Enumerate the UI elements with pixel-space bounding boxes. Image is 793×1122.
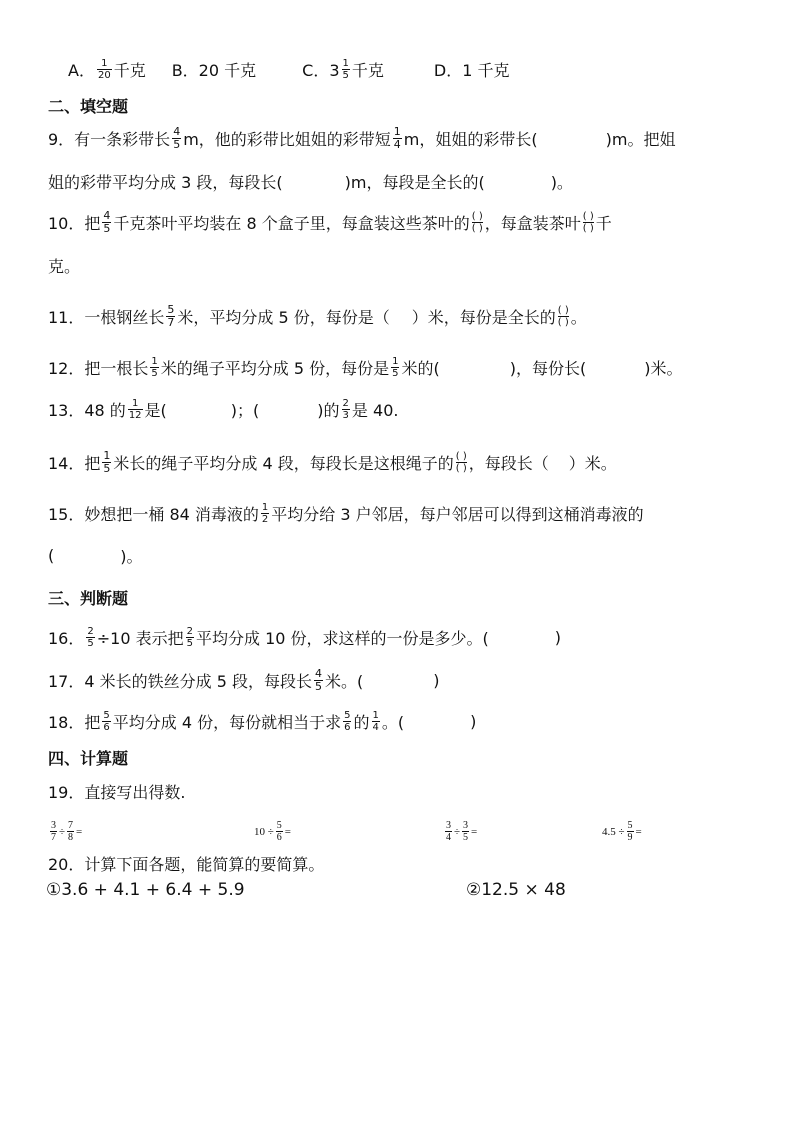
frac-den: 5	[151, 368, 158, 379]
q10-text-1: 10．把	[48, 214, 101, 233]
section-heading-fill: 二、填空题	[48, 97, 129, 116]
frac-den: 5	[87, 638, 94, 649]
frac-num: 3	[446, 820, 451, 831]
frac-den: 9	[627, 832, 633, 843]
q9-fraction-1	[172, 126, 181, 151]
frac-num: 1	[101, 58, 108, 69]
q17-text-2: 米。(	[324, 672, 364, 691]
frac-num: 4	[314, 667, 322, 680]
question-12	[48, 356, 763, 379]
frac-den: 20	[97, 70, 111, 81]
question-9-line1	[48, 126, 763, 151]
q11-blank-fraction[interactable]	[558, 305, 569, 328]
frac-den: 12	[128, 410, 142, 421]
q16-text-2: 平均分成 10 份，求这样的一份是多少。(	[195, 629, 489, 648]
q9-text-3: m，姐姐的彩带长(	[403, 130, 538, 149]
frac-den: 7	[167, 316, 175, 329]
option-c-prefix: C．3	[302, 61, 340, 80]
q14-text-2: 米长的绳子平均分成 4 段，每段长是这根绳子的	[113, 454, 454, 473]
section-heading-judge: 三、判断题	[48, 589, 129, 608]
q16-text-1: ÷10 表示把	[96, 629, 184, 648]
frac-num: 5	[627, 820, 633, 831]
blank-den: ( )	[582, 223, 594, 234]
q15-text-2: 平均分给 3 户邻居，每户邻居可以得到这桶消毒液的	[271, 505, 644, 524]
q14-text-4: ）米。	[568, 454, 617, 473]
question-10-line1	[48, 210, 763, 235]
option-d: D．1 千克	[433, 61, 510, 80]
frac-num: 1	[151, 356, 158, 367]
frac-num: 2	[342, 398, 349, 409]
frac-num: 4	[173, 125, 181, 138]
q19-expression-1	[48, 820, 82, 843]
frac-den: 5	[314, 680, 322, 693]
q10-fraction	[102, 210, 111, 235]
q13-fraction-1	[128, 398, 143, 421]
blank-num: ( )	[471, 211, 483, 222]
q17-text-1: 17．4 米长的铁丝分成 5 段，每段长	[48, 672, 312, 691]
q9-text-5: 姐的彩带平均分成 3 段，每段长(	[48, 173, 283, 192]
frac-num: 5	[167, 303, 175, 316]
frac-num: 1	[392, 356, 399, 367]
expr-operator: ÷	[454, 825, 461, 838]
q18-text-2: 平均分成 4 份，每份就相当于求	[112, 713, 342, 732]
q12-text-4: )，每份长(	[509, 359, 587, 378]
q12-text-1: 12．把一根长	[48, 359, 149, 378]
blank-num: ( )	[582, 211, 594, 222]
question-11	[48, 304, 763, 329]
q18-text-5: )	[470, 712, 477, 731]
question-15-line2	[48, 544, 763, 567]
q13-text-5: 是 40.	[351, 401, 399, 420]
q13-text-1: 13．48 的	[48, 401, 126, 420]
q17-text-3: )	[433, 671, 440, 690]
q12-text-2: 米的绳子平均分成 5 份，每份是	[160, 359, 390, 378]
frac-num: 3	[51, 820, 56, 831]
option-c	[302, 58, 384, 81]
q12-text-5: )米。	[644, 359, 683, 378]
frac-den: 5	[103, 222, 111, 235]
q17-fraction	[314, 668, 323, 693]
q9-text-1: 9．有一条彩带长	[48, 130, 171, 149]
frac-num: 7	[68, 820, 74, 831]
question-19-title: 19．直接写出得数.	[48, 783, 186, 802]
q18-fraction-1	[102, 710, 110, 733]
question-14	[48, 450, 763, 475]
expr-fraction-b	[627, 820, 634, 843]
q11-text-4: 。	[570, 308, 587, 327]
expr-equals: =	[471, 825, 478, 838]
option-c-unit: 千克	[351, 61, 384, 80]
frac-den: 7	[51, 832, 56, 843]
option-c-fraction	[342, 58, 350, 81]
frac-den: 6	[344, 722, 351, 733]
q19-expression-4	[602, 820, 642, 843]
section-heading-calc: 四、计算题	[48, 749, 129, 768]
frac-den: 5	[392, 368, 399, 379]
question-20-expression-b: ②12.5 × 48	[466, 880, 566, 900]
q9-text-7: )。	[550, 173, 573, 192]
q9-fraction-2	[393, 126, 402, 151]
q15-fraction	[261, 502, 269, 525]
frac-num: 1	[131, 398, 139, 409]
question-15-line1	[48, 502, 763, 525]
frac-num: 1	[103, 449, 111, 462]
expr-equals: =	[284, 825, 292, 838]
q10-text-2: 千克茶叶平均装在 8 个盒子里，每盒装这些茶叶的	[113, 214, 470, 233]
expr-fraction-b	[67, 820, 74, 843]
q16-text-3: )	[554, 628, 562, 647]
q11-text-1: 11．一根钢丝长	[48, 308, 165, 327]
q18-fraction-2	[343, 710, 351, 733]
q13-text-3: )；(	[230, 401, 260, 420]
q18-text-4: 。(	[381, 713, 405, 732]
q18-text-3: 的	[353, 713, 370, 732]
q18-fraction-3	[372, 710, 380, 733]
q10-blank-fraction-2[interactable]	[583, 211, 594, 234]
q14-text-3: ，每段长（	[468, 454, 549, 473]
q16-text-0: 16．	[48, 629, 85, 648]
blank-num: ( )	[557, 305, 569, 316]
question-9-line2	[48, 170, 763, 193]
frac-num: 5	[103, 710, 110, 721]
q12-fraction-2	[391, 356, 399, 379]
question-10-line2: 克。	[48, 257, 81, 276]
q19-expression-2	[254, 820, 291, 843]
frac-den: 6	[276, 832, 282, 843]
frac-den: 5	[463, 832, 469, 843]
option-a-prefix: A．	[68, 61, 95, 80]
frac-num: 2	[186, 626, 193, 637]
option-a-fraction	[97, 58, 112, 81]
blank-num: ( )	[455, 451, 467, 462]
blank-den: ( )	[471, 223, 483, 234]
q15-text-1: 15．妙想把一桶 84 消毒液的	[48, 505, 259, 524]
q11-fraction	[166, 304, 175, 329]
q10-blank-fraction-1[interactable]	[472, 211, 483, 234]
expr-fraction-a	[445, 820, 452, 843]
q12-text-3: 米的(	[401, 359, 440, 378]
frac-den: 8	[68, 832, 74, 843]
q18-text-1: 18．把	[48, 713, 101, 732]
frac-den: 4	[446, 832, 451, 843]
question-17	[48, 668, 763, 693]
q10-text-4: 千	[595, 214, 612, 233]
q15-text-3: (	[48, 546, 55, 565]
q9-text-4: )m。把姐	[605, 130, 676, 149]
frac-num: 5	[344, 710, 351, 721]
expr-operator: ÷	[59, 825, 66, 838]
q11-text-2: 米，平均分成 5 份，每份是（	[177, 308, 390, 327]
q10-text-3: ，每盒装茶叶	[484, 214, 581, 233]
frac-num: 1	[372, 710, 379, 721]
blank-den: ( )	[455, 463, 467, 474]
frac-num: 5	[276, 820, 282, 831]
frac-den: 5	[103, 462, 111, 475]
q16-fraction-2	[186, 626, 194, 649]
q8-options	[68, 58, 763, 81]
frac-den: 5	[186, 638, 193, 649]
expr-fraction-a	[50, 820, 57, 843]
q14-text-1: 14．把	[48, 454, 101, 473]
expr-fraction-b	[276, 820, 283, 843]
q9-text-2: m，他的彩带比姐姐的彩带短	[183, 130, 391, 149]
q14-blank-fraction[interactable]	[456, 451, 467, 474]
question-20-title: 20．计算下面各题，能简算的要简算。	[48, 855, 325, 874]
q14-fraction	[102, 450, 111, 475]
q12-fraction-1	[150, 356, 158, 379]
question-18	[48, 710, 763, 733]
frac-num: 4	[103, 209, 111, 222]
frac-num: 2	[87, 626, 94, 637]
q15-text-4: )。	[120, 547, 143, 566]
blank-den: ( )	[557, 317, 569, 328]
expr-prefix: 10 ÷	[254, 825, 274, 838]
option-a-unit: 千克	[113, 61, 146, 80]
frac-den: 5	[173, 138, 181, 151]
frac-den: 4	[393, 138, 401, 151]
option-b: B．20 千克	[171, 61, 257, 80]
q13-fraction-2	[342, 398, 350, 421]
option-a	[68, 58, 146, 81]
frac-den: 4	[372, 722, 379, 733]
expr-equals: =	[635, 825, 642, 838]
question-13	[48, 398, 763, 421]
q9-text-6: )m，每段是全长的(	[344, 173, 485, 192]
frac-den: 5	[342, 70, 349, 81]
frac-den: 2	[261, 514, 269, 525]
q11-text-3: ）米，每份是全长的	[411, 308, 556, 327]
frac-den: 3	[342, 410, 349, 421]
q13-text-4: )的	[317, 401, 340, 420]
expr-equals: =	[76, 825, 83, 838]
q16-fraction-1	[86, 626, 94, 649]
frac-num: 1	[393, 125, 401, 138]
frac-den: 6	[103, 722, 110, 733]
frac-num: 3	[463, 820, 469, 831]
expr-fraction-b	[462, 820, 469, 843]
question-20-expression-a: ①3.6 + 4.1 + 6.4 + 5.9	[46, 880, 245, 900]
q13-text-2: 是(	[144, 401, 167, 420]
frac-num: 1	[261, 502, 269, 513]
question-16	[48, 626, 763, 649]
q19-expression-3	[443, 820, 477, 843]
frac-num: 1	[342, 58, 349, 69]
expr-prefix: 4.5 ÷	[602, 825, 625, 838]
